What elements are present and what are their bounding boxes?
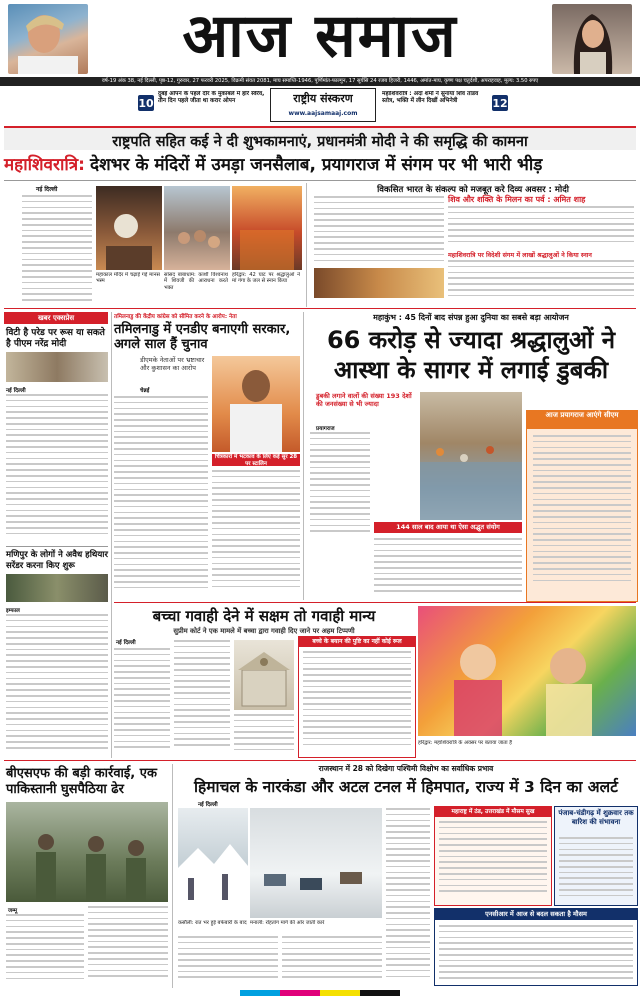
weather-kicker: राजस्थान में 28 को दिखेगा पश्चिमी विक्षोभ का सर्वाधिक प्रभाव — [318, 764, 494, 773]
banner-headline: राष्ट्रपति सहित कई ने दी शुभकामनाएं, प्रधानमंत्री मोदी ने की समृद्धि की कामना — [112, 134, 528, 150]
tn-photo-caption: चित्रकारों में भटकाव के लिए कई सुर 28 पर स्टालिन — [212, 454, 300, 466]
bsf-body-col1 — [6, 914, 84, 984]
lead-headline-row — [4, 152, 636, 176]
kumbh-left-body — [310, 432, 370, 540]
right-promo-page-number: 12 — [492, 97, 508, 110]
lead-dateline: नई दिल्ली — [36, 186, 58, 193]
lead-headline: देशभर के मंदिरों में उमड़ा जनसैलाब, प्रयागराज में संगम पर भी भारी भीड़ — [90, 155, 543, 175]
weather-body-col3 — [386, 808, 430, 984]
bsf-headline: बीएसएफ की बड़ी कार्रवाई, एक पाकिस्तानी घुसपैठिया ढेर — [6, 766, 157, 797]
tn-subhead: डीएमके नेताओं पर भ्रष्टाचार और कुशासन का आरोप — [140, 356, 205, 372]
sc-body-col3 — [234, 714, 294, 756]
weather-box-1-title: महाराष्ट्र में ठंड, उत्तराखंड में मौसम सुख — [435, 807, 551, 817]
kumbh-photo-label: 144 साल बाद आया था ऐसा अद्भुत संयोग — [374, 522, 522, 533]
weather-box-1-body — [439, 821, 547, 901]
weather-body-col1 — [178, 936, 278, 982]
masthead-info-strip: वर्ष-19 अंक 38, नई दिल्ली, पृष्ठ-12, गुरुवार, 27 फरवरी 2025, विक्रमी संवत 2081, माघ समाप्ति-1946, पूर्णिमांत-फाल्गुन, 17 सूर्यसि 24 रजब हिजरी, 1446, अमांत-माघ, कृष्ण पक्ष चतुर्दशी, अपराहवाह, मूल्य: 3.50 रुपए — [0, 77, 640, 86]
kumbh-side-note: डुबकी लगाने वालों की संख्या 193 देशों की जनसंख्या से भी ज्यादा — [316, 392, 412, 408]
lead-kicker: महाशिवरात्रि: — [4, 155, 85, 175]
lead-caption-2: सांसद बाबाधाम: काशी विश्वनाथ में शिवजी की आराधना करते भक्त — [164, 272, 228, 291]
kumbh-headline-line2: आस्था के सागर में लगाई डुबकी — [333, 356, 609, 384]
side-sub-body — [448, 206, 634, 250]
right-promo[interactable] — [380, 89, 510, 119]
kumbh-headline-line1: 66 करोड़ से ज्यादा श्रद्धालुओं ने — [326, 326, 616, 354]
kumbh-box-title: आज प्रयागराज आएंगे सीएम — [527, 411, 637, 429]
holi-caption: हरिद्वार: महाशिवरात्रि के अवसर पर बताया जाता है — [418, 740, 512, 746]
tn-body-col1 — [114, 396, 208, 596]
express-label — [4, 312, 108, 324]
sc-body-col2 — [174, 640, 230, 756]
side-top-headline: विकसित भारत के संकल्प को मजबूत करे दिव्य अवसर : मोदी — [377, 185, 569, 195]
express-story1-body — [6, 394, 108, 542]
tn-kicker: तमिलनाडु की केंद्रीय कांग्रेस को सीमित करने के आरोप: नेता — [114, 314, 237, 320]
tn-headline: तमिलनाडु में एनडीए बनाएगी सरकार, अगले साल हैं चुनाव — [114, 322, 291, 352]
weather-dateline: नई दिल्ली — [198, 802, 218, 808]
website-url[interactable]: www.aajsamaaj.com — [288, 110, 358, 117]
side-sub-headline-2: महाशिवरात्रि पर विदेशी संगम में लाखों श्रद्धालुओं ने किया स्नान — [448, 252, 592, 259]
lead-photo-3 — [232, 186, 302, 270]
masthead-title: आज समाज — [182, 1, 458, 71]
weather-box-3-title: एनसीआर में आज से बदल सकता है मौसम — [435, 909, 637, 920]
kumbh-photo — [420, 392, 522, 520]
lead-photo-1 — [96, 186, 162, 270]
express-story2-photo — [6, 574, 108, 602]
side-top-body — [314, 196, 444, 266]
weather-box-2 — [554, 806, 638, 906]
weather-box-3 — [434, 908, 638, 986]
holi-photo — [418, 606, 636, 736]
side-top-photo — [314, 268, 444, 298]
kumbh-cm-box — [526, 410, 638, 602]
express-story1-photo — [6, 352, 108, 382]
weather-photo-1 — [178, 808, 248, 918]
bsf-photo — [6, 802, 168, 902]
top-banner — [4, 126, 636, 150]
side-sub2-body — [448, 260, 634, 304]
print-registration-bar — [240, 990, 400, 996]
express-story2-dateline: इम्फाल — [6, 608, 20, 614]
lead-body-col1 — [22, 195, 92, 305]
left-promo-text: दुबई ओपन के पहले दौर के मुकाबले में हारे स्वेरेव, तीन दिन पहले जीता था करार ओपन — [158, 91, 265, 104]
lead-caption-1: महाकाल मंदिर में चढ़ाई गई मानस भस्म — [96, 272, 160, 285]
tn-dateline: चेन्नई — [140, 388, 150, 394]
right-masthead-photo — [552, 4, 632, 74]
weather-box-2-title: पंजाब-चंडीगढ़ में शुक्रवार तक बारिश की संभावना — [558, 809, 634, 826]
right-promo-text: महाशिवरात्रि : अदा शर्मा ने सुनाया शिव तांडव स्तोत्र, भक्ति में लीन दिखीं अभिनेत्री — [382, 91, 479, 104]
express-story1-title: विटी है परेड पर रूस या सकते है पीएम नरेंद्र मोदी — [6, 328, 105, 349]
weather-caption-1: कसौली: रात भर हुई बर्फबारी के बाद — [178, 920, 247, 926]
express-label-text: खबर एक्सप्रेस — [37, 314, 75, 322]
tn-photo — [212, 356, 300, 452]
express-story2-body — [6, 614, 108, 754]
sc-body-col1 — [114, 648, 170, 756]
edition-label: राष्ट्रीय संस्करण — [293, 92, 353, 105]
sc-quote-title: बच्चे के बयान की पुष्टि का नहीं कोई रूल — [299, 637, 415, 647]
left-promo[interactable] — [138, 89, 268, 119]
kumbh-mid-body — [374, 538, 522, 598]
sc-headline: बच्चा गवाही देने में सक्षम तो गवाही मान्य — [152, 607, 376, 625]
bsf-dateline: जम्मू — [8, 908, 18, 914]
kumbh-kicker: महाकुंभ : 45 दिनों बाद संपन्न हुआ दुनिया का सबसे बड़ा आयोजन — [373, 313, 569, 322]
weather-box-2-body — [559, 837, 633, 901]
sc-quote-box — [298, 636, 416, 758]
express-story1-dateline: नई दिल्ली — [6, 388, 26, 394]
weather-headline: हिमाचल के नारकंडा और अटल टनल में हिमपात, राज्य में 3 दिन का अलर्ट — [194, 778, 618, 796]
left-masthead-photo — [8, 4, 88, 74]
express-story2-title: मणिपुर के लोगों ने अवैध हथियार सरेंडर करना किए शुरू — [6, 550, 108, 571]
sc-quote-body — [303, 651, 411, 753]
sc-dateline: नई दिल्ली — [116, 640, 136, 646]
tn-body-col2 — [212, 470, 300, 596]
side-sub-headline: शिव और शक्ति के मिलन का पर्व : अमित शाह — [448, 195, 586, 204]
sc-subhead: सुप्रीम कोर्ट ने एक मामले में बच्चा द्वारा गवाही दिए जाने पर अहम टिप्पणी — [173, 627, 355, 635]
edition-box — [270, 88, 376, 122]
kumbh-box-body — [533, 435, 631, 595]
lead-caption-3: हरिद्वार: 42 घाट पर श्रद्धालुओं ने मां गंगा के जल से स्नान किया — [232, 272, 300, 285]
bsf-body-col2 — [88, 906, 168, 984]
left-promo-page-number: 10 — [138, 97, 154, 110]
lead-photo-2 — [164, 186, 230, 270]
weather-body-col2 — [282, 936, 382, 982]
sc-photo — [234, 640, 294, 710]
weather-caption-2: मनाली: रोहतांग मार्ग की ओर जाती कारें — [250, 920, 325, 926]
kumbh-side-dateline: प्रयागराज — [316, 426, 335, 432]
weather-box-3-body — [439, 925, 633, 981]
weather-photo-2 — [250, 808, 382, 918]
weather-box-1 — [434, 806, 552, 906]
